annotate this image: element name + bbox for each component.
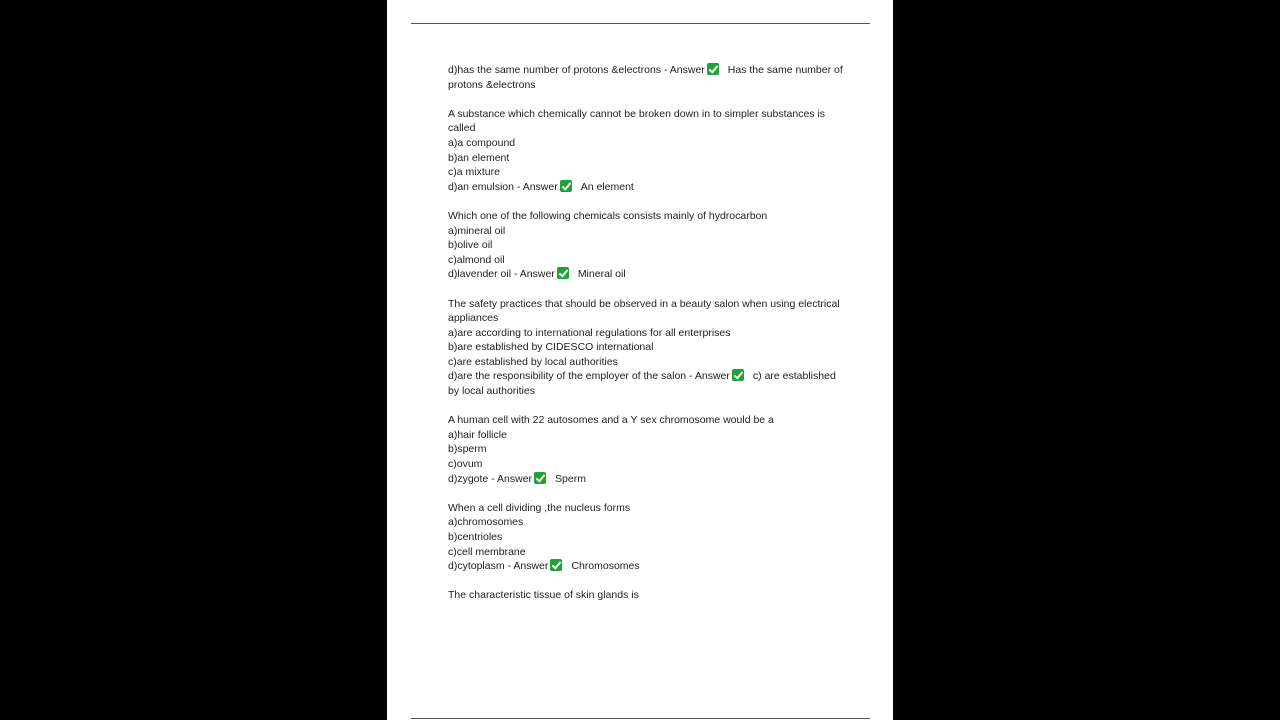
check-mark-icon bbox=[534, 472, 546, 484]
option-a: a)a compound bbox=[448, 136, 516, 149]
option-a: a)are according to international regulations for all enterprises bbox=[448, 326, 731, 339]
option-d bbox=[448, 63, 848, 92]
option-c: c)cell membrane bbox=[448, 545, 526, 558]
option-a: a)mineral oil bbox=[448, 224, 506, 237]
option-c: c)ovum bbox=[448, 458, 483, 471]
question-block-2 bbox=[448, 209, 848, 282]
answer-text: Sperm bbox=[555, 472, 586, 485]
option-b: b)sperm bbox=[448, 443, 487, 456]
page-bottom-rule bbox=[411, 718, 870, 719]
option-a: a)hair follicle bbox=[448, 428, 507, 441]
option-d bbox=[448, 180, 848, 195]
check-mark-icon bbox=[550, 559, 562, 571]
question-text: The safety practices that should be observed in a beauty salon when using electrical appliances bbox=[448, 297, 840, 325]
option-b: b)olive oil bbox=[448, 239, 493, 252]
document-page bbox=[387, 0, 893, 720]
option-b: b)centrioles bbox=[448, 531, 503, 543]
option-d-text: d)cytoplasm - Answer bbox=[448, 560, 549, 573]
check-mark-icon bbox=[732, 369, 744, 381]
question-block-4 bbox=[448, 413, 848, 486]
trailing-question-block bbox=[448, 588, 848, 603]
option-d bbox=[448, 267, 848, 282]
check-mark-icon bbox=[707, 63, 719, 75]
question-block-1 bbox=[448, 107, 848, 195]
option-d-text: d)an emulsion - Answer bbox=[448, 180, 558, 193]
option-d-text: d)lavender oil - Answer bbox=[448, 268, 555, 281]
option-d-text: d)are the responsibility of the employer of the salon - Answer bbox=[448, 370, 730, 383]
option-b: b)are established by CIDESCO international bbox=[448, 341, 654, 354]
option-d bbox=[448, 559, 848, 574]
check-mark-icon bbox=[557, 267, 569, 279]
option-a: a)chromosomes bbox=[448, 516, 524, 529]
page-content bbox=[448, 63, 848, 618]
question-text: The characteristic tissue of skin glands is bbox=[448, 589, 639, 602]
question-text: A human cell with 22 autosomes and a Y sex chromosome would be a bbox=[448, 414, 774, 427]
option-d bbox=[448, 472, 848, 487]
answer-text: Mineral oil bbox=[577, 268, 626, 281]
answer-text: Chromosomes bbox=[571, 560, 640, 573]
answer-text: An element bbox=[580, 180, 634, 193]
option-c: c)are established by local authorities bbox=[448, 355, 618, 368]
question-block-5 bbox=[448, 501, 848, 574]
option-c: c)a mixture bbox=[448, 166, 500, 179]
option-d-text: d)zygote - Answer bbox=[448, 472, 533, 485]
question-text: A substance which chemically cannot be broken down in to simpler substances is called bbox=[448, 107, 826, 135]
option-c: c)almond oil bbox=[448, 253, 505, 266]
check-mark-icon bbox=[560, 180, 572, 192]
option-d bbox=[448, 369, 848, 398]
question-text: When a cell dividing ,the nucleus forms bbox=[448, 501, 631, 514]
lead-answer-block bbox=[448, 63, 848, 92]
answer-text: c) are established by local authorities bbox=[448, 370, 836, 398]
option-b: b)an element bbox=[448, 151, 510, 164]
question-block-3 bbox=[448, 297, 848, 399]
question-text: Which one of the following chemicals consists mainly of hydrocarbon bbox=[448, 209, 768, 222]
option-d-text: d)has the same number of protons &electrons - Answer bbox=[448, 64, 705, 76]
page-top-rule bbox=[411, 23, 870, 24]
answer-text: Has the same number of protons &electrons bbox=[448, 64, 843, 91]
